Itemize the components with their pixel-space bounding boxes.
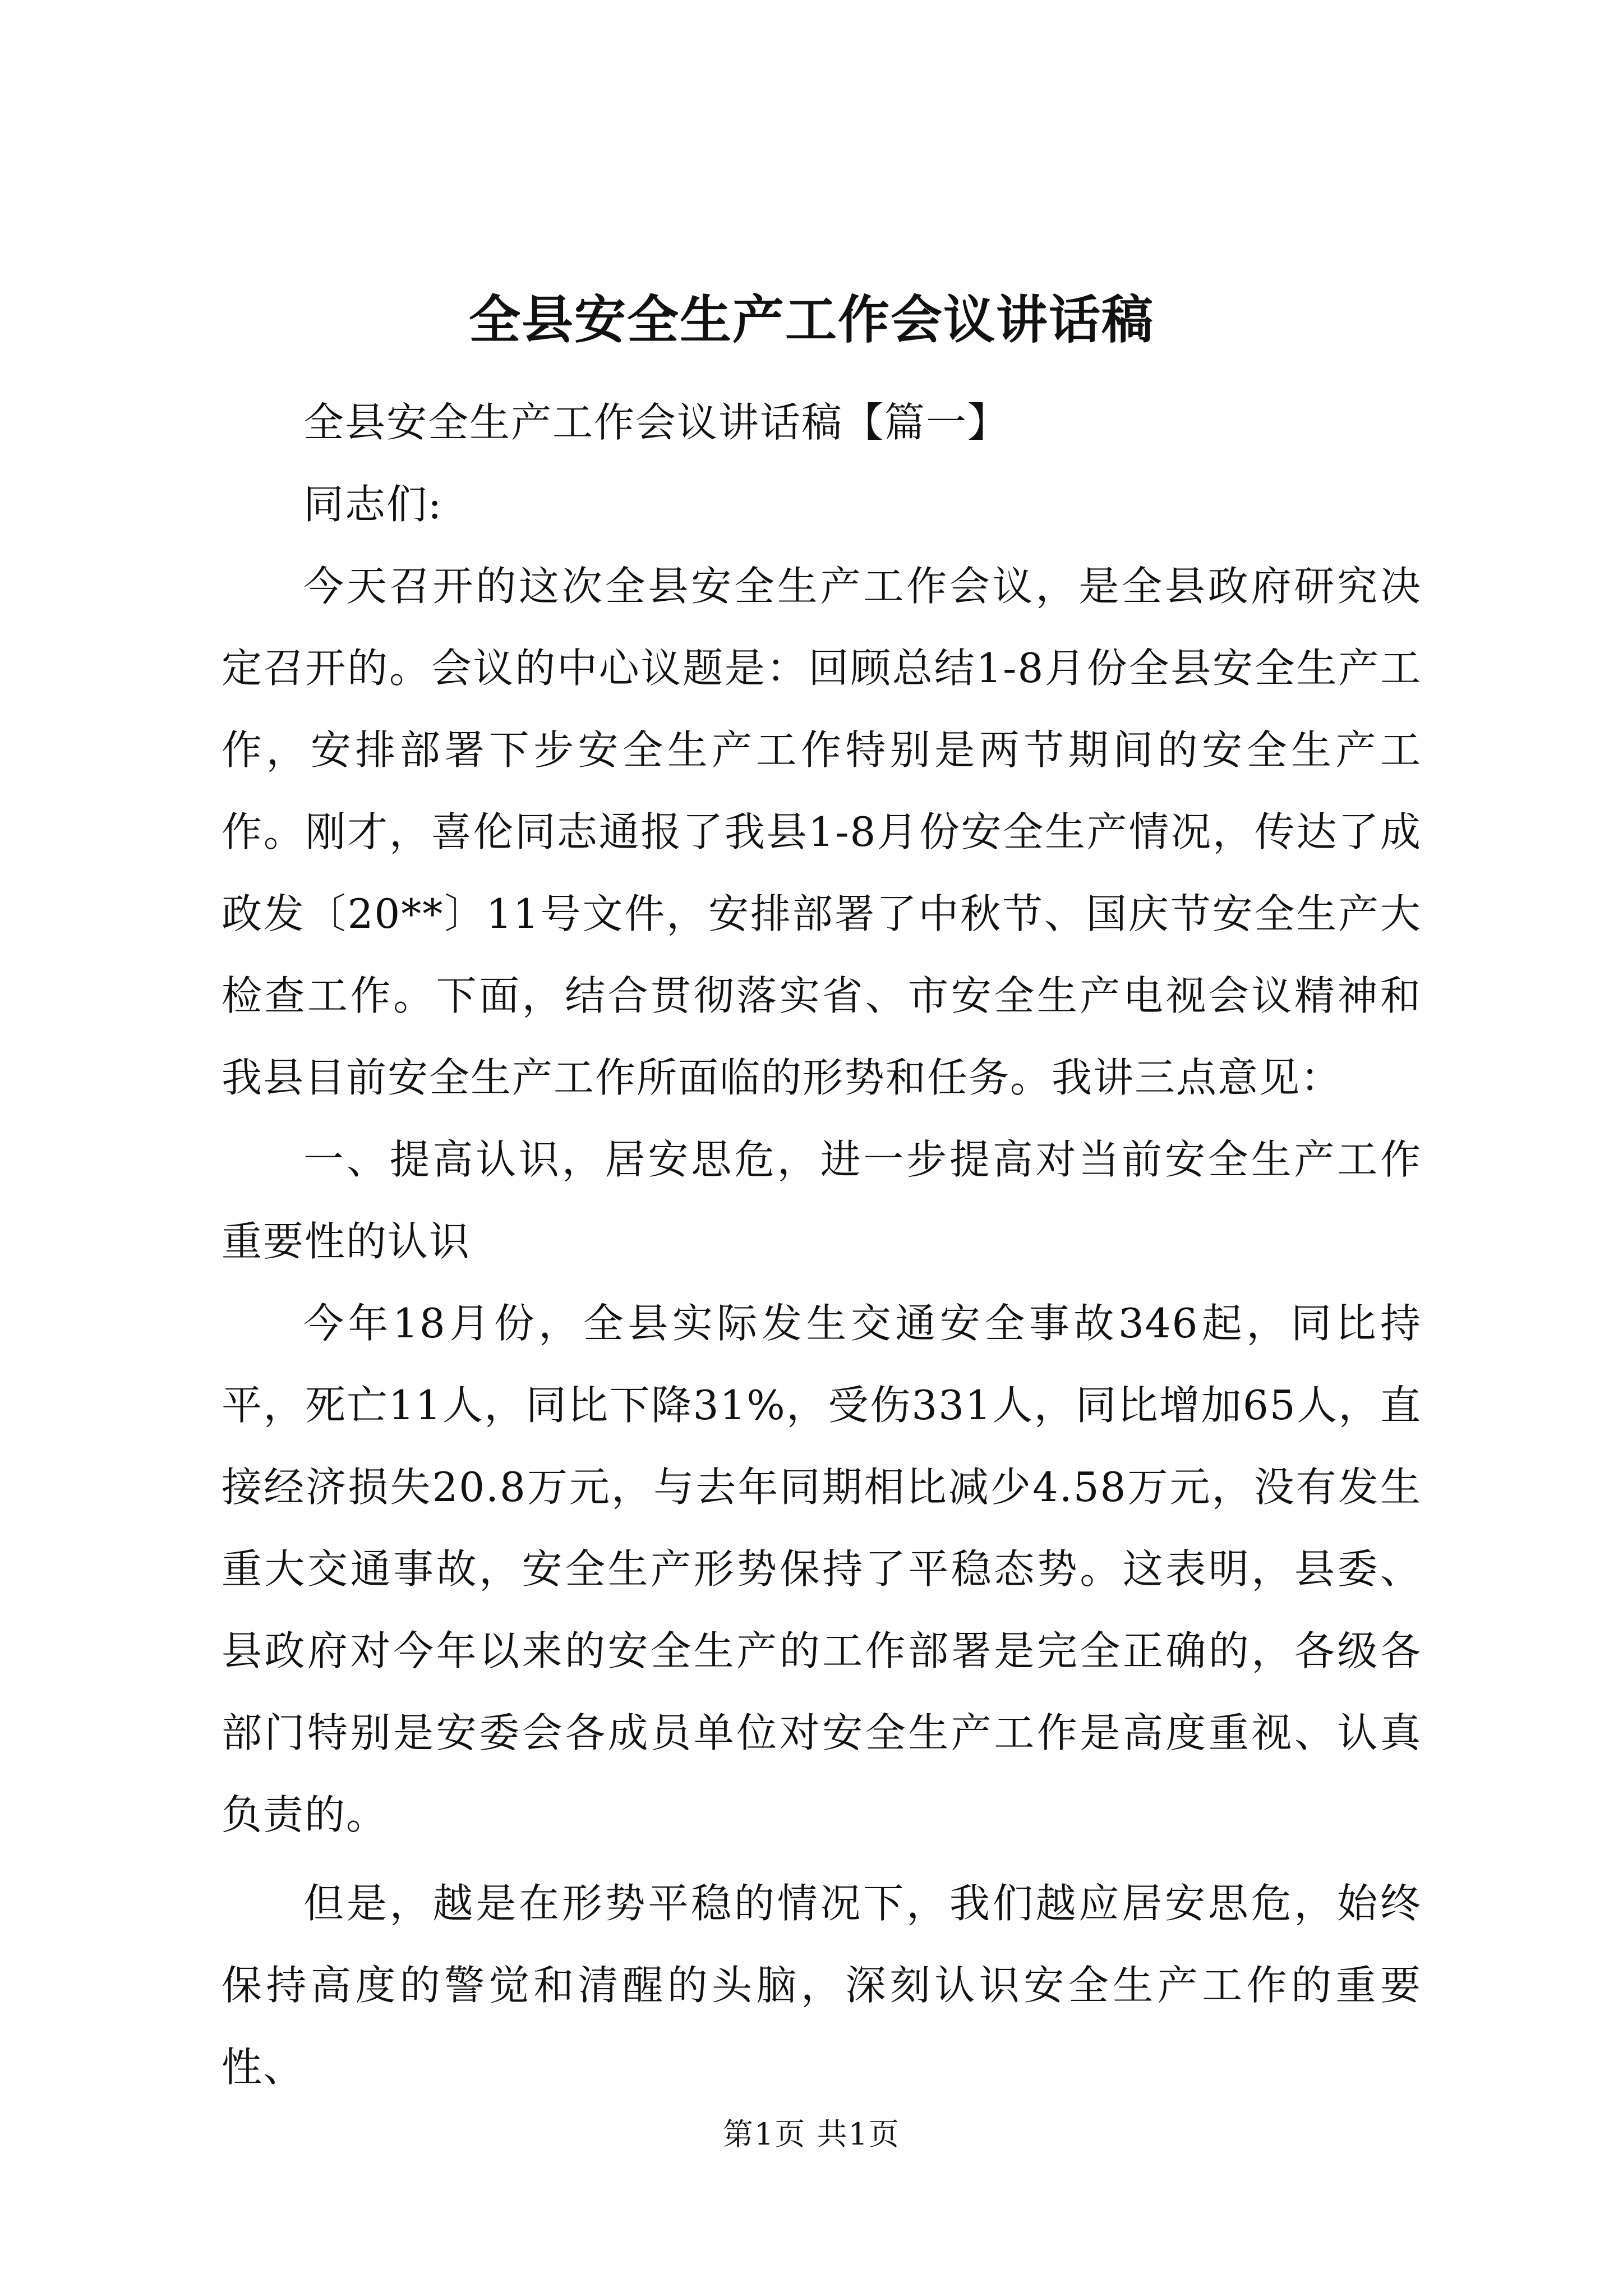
paragraph-intro: 今天召开的这次全县安全生产工作会议，是全县政府研究决定召开的。会议的中心议题是：回顾总结1-8月份全县安全生产工作，安排部署下步安全生产工作特别是两节期间的安全生产工作。刚才，喜伦同志通报了我县1-8月份安全生产情况，传达了成政发〔20**〕11号文件，安排部署了中秋节、国庆节安全生产大检查工作。下面，结合贯彻落实省、市安全生产电视会议精神和我县目前安全生产工作所面临的形势和任务。我讲三点意见：	[222, 563, 1422, 1101]
page-number-footer: 第1页 共1页	[723, 2116, 900, 2152]
document-title: 全县安全生产工作会议讲话稿	[468, 289, 1154, 350]
paragraph-subtitle: 全县安全生产工作会议讲话稿【篇一】	[303, 399, 1009, 446]
paragraph-caution: 但是，越是在形势平稳的情况下，我们越应居安思危，始终保持高度的警觉和清醒的头脑，深刻认识安全生产工作的重要性、	[222, 1880, 1422, 2091]
paragraph-statistics: 今年18月份，全县实际发生交通安全事故346起，同比持平，死亡11人，同比下降31%，受伤331人，同比增加65人，直接经济损失20.8万元，与去年同期相比减少4.58万元，没有发生重大交通事故，安全生产形势保持了平稳态势。这表明，县委、县政府对今年以来的安全生产的工作部署是完全正确的，各级各部门特别是安委会各成员单位对安全生产工作是高度重视、认真负责的。	[222, 1300, 1422, 1838]
document-body	[222, 381, 1422, 2108]
paragraph-section-heading: 一、提高认识，居安思危，进一步提高对当前安全生产工作重要性的认识	[222, 1136, 1422, 1265]
paragraph-salutation: 同志们:	[303, 481, 443, 528]
